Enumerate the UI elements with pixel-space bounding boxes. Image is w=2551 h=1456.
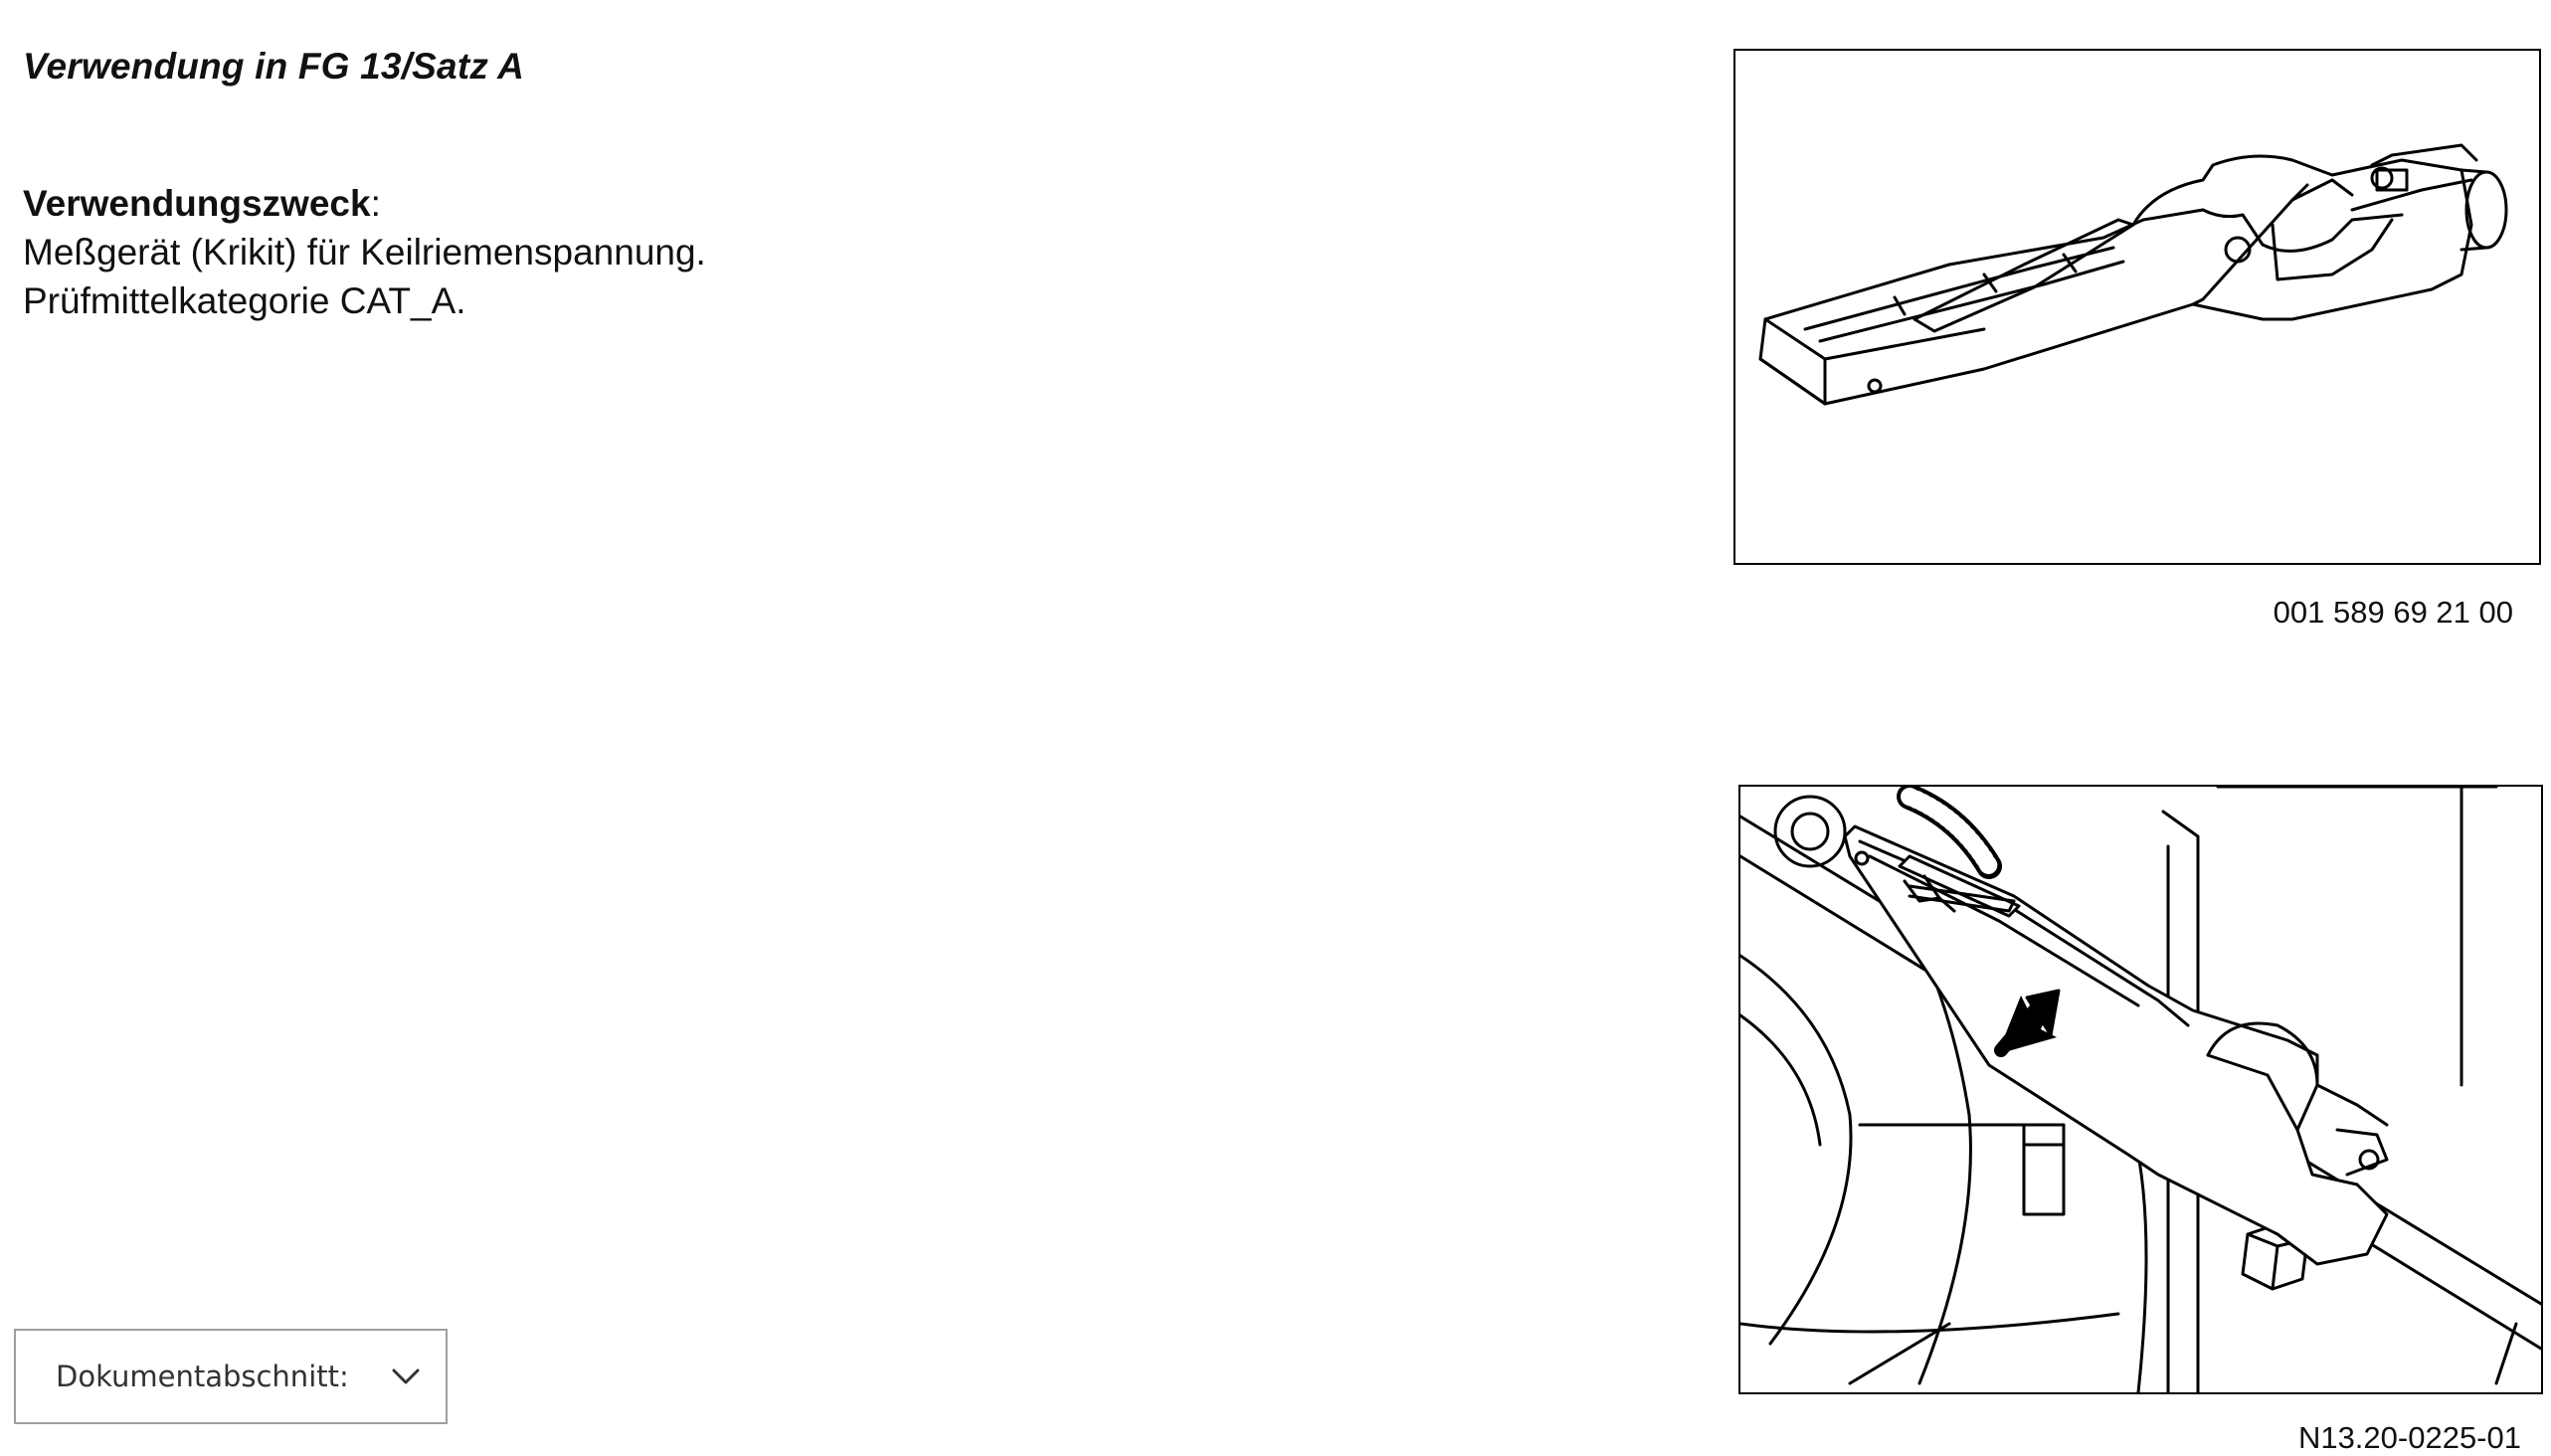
- purpose-heading-line: [23, 179, 706, 228]
- chevron-down-icon: [389, 1360, 423, 1393]
- purpose-label: Verwendungszweck: [23, 183, 371, 224]
- purpose-block: [23, 179, 706, 325]
- tool-part-number: 001 589 69 21 00: [2273, 595, 2513, 630]
- purpose-description: Meßgerät (Krikit) für Keilriemenspannung.: [23, 232, 706, 273]
- document-section-label: Dokumentabschnitt:: [56, 1360, 349, 1393]
- tool-illustration: [1733, 49, 2541, 565]
- krikit-tool-drawing-icon: [1735, 51, 2539, 563]
- page-title: Verwendung in FG 13/Satz A: [23, 46, 525, 87]
- installation-illustration: [1738, 785, 2543, 1394]
- figure-reference-code: N13.20-0225-01: [2297, 1420, 2521, 1455]
- document-section-dropdown[interactable]: [14, 1329, 448, 1424]
- purpose-colon: :: [370, 183, 381, 224]
- test-category: Prüfmittelkategorie CAT_A.: [23, 280, 466, 321]
- krikit-on-belt-drawing-icon: [1740, 787, 2541, 1392]
